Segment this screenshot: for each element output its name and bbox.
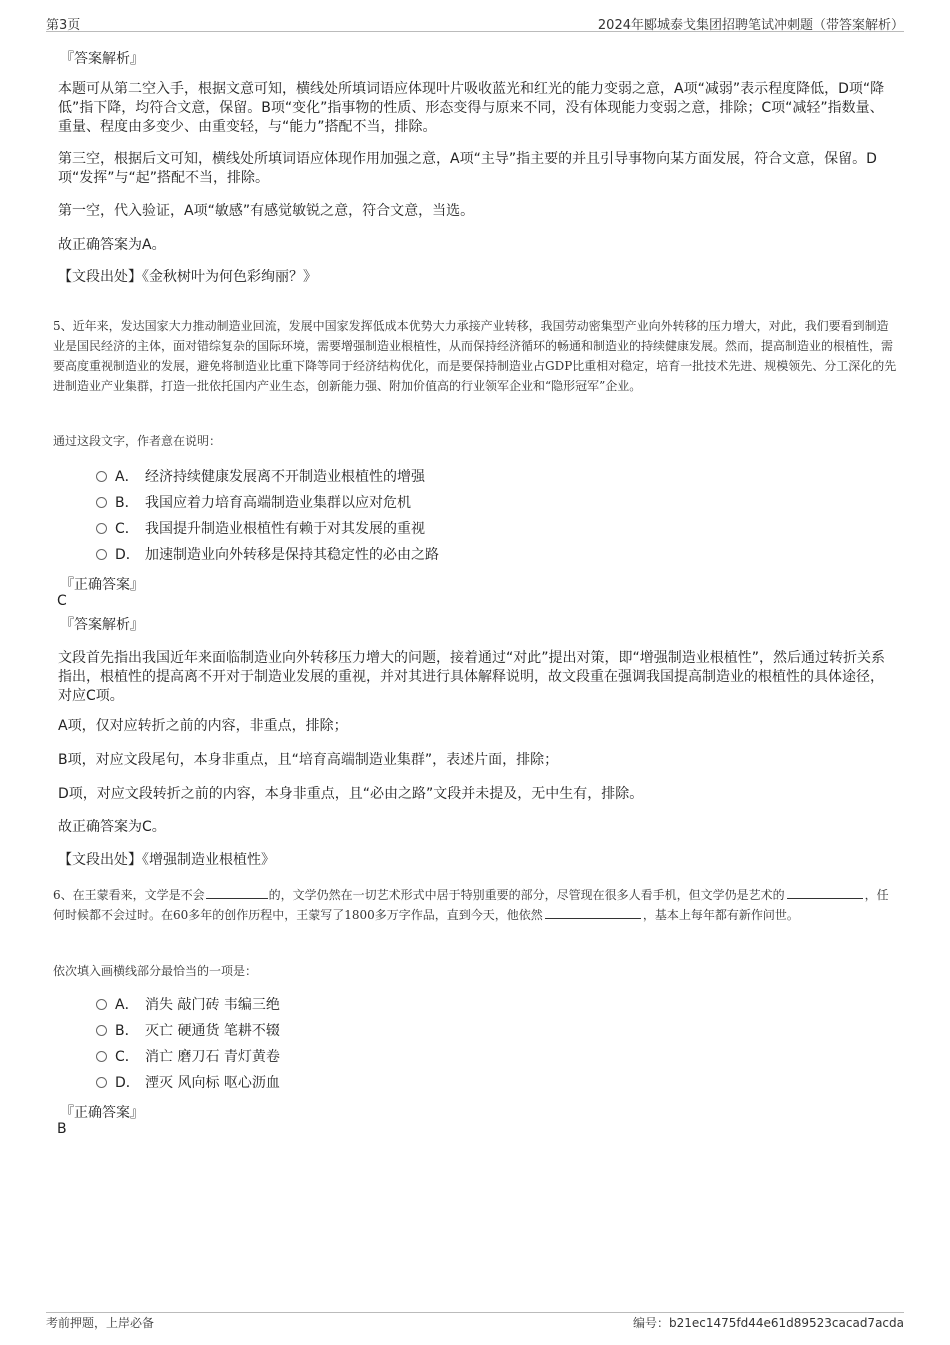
q5-correct-answer: C [57,593,67,609]
fill-blank-1 [206,886,268,899]
q6-correct-label: 『正确答案』 [60,1105,144,1121]
radio-icon[interactable] [96,1077,107,1088]
fill-blank-2 [787,886,863,899]
q6-prompt: 依次填入画横线部分最恰当的一项是： [53,964,258,978]
document-title: 2024年郾城泰戈集团招聘笔试冲刺题（带答案解析） [597,18,904,33]
radio-icon[interactable] [96,549,107,560]
q5-analysis-paragraph: A项，仅对应转折之前的内容，非重点，排除； [58,718,348,734]
radio-icon[interactable] [96,999,107,1010]
q4-analysis-paragraph: 第三空，根据后文可知，横线处所填词语应体现作用加强之意，A项“主导”指主要的并且引导事物向某方面发展，符合文意，保留。D项“发挥”与“起”搭配不当，排除。 [58,151,877,186]
q6-option-a[interactable]: A． 消失 敲门砖 韦编三绝 [96,995,280,1015]
q6-correct-answer: B [57,1121,67,1137]
radio-icon[interactable] [96,471,107,482]
q5-source: 【文段出处】《增强制造业根植性》 [58,852,275,868]
q5-prompt: 通过这段文字，作者意在说明： [53,434,222,448]
page-number: 第3页 [46,18,81,33]
document-serial: 编号：b21ec1475fd44e61d89523cacad7acda [632,1316,904,1330]
header-divider [46,31,904,32]
q5-option-a[interactable]: A． 经济持续健康发展离不开制造业根植性的增强 [96,467,425,487]
q5-analysis-paragraph: D项，对应文段转折之前的内容，本身非重点，且“必由之路”文段并未提及，无中生有，排除。 [58,786,644,802]
radio-icon[interactable] [96,523,107,534]
q4-analysis-paragraph: 第一空，代入验证，A项“敏感”有感觉敏锐之意，符合文意，当选。 [58,203,475,219]
footer-slogan: 考前押题，上岸必备 [46,1316,155,1330]
q6-option-d[interactable]: D． 湮灭 风向标 呕心沥血 [96,1073,280,1093]
q6-stem: 6、在王蒙看来，文学是不会 的，文学仍然在一切艺术形式中居于特别重要的部分，尽管现在很多人看手机，但文学仍是艺术的 ，任何时候都不会过时。在60多年的创作历程中，王蒙写了1800多万字作品，直到今天，他依然 ，基本上每年都有新作问世。 [53,888,889,922]
q6-option-c[interactable]: C． 消亡 磨刀石 青灯黄卷 [96,1047,280,1067]
q5-analysis-paragraph: 文段首先指出我国近年来面临制造业向外转移压力增大的问题，接着通过“对此”提出对策，即“增强制造业根植性”，然后通过转折关系指出，根植性的提高离不开对于制造业发展的重视，并对其进行具体解释说明，故文段重在强调我国提高制造业的根植性的具体途径，对应C项。 [58,650,886,704]
q5-answer-line: 故正确答案为C。 [58,819,166,835]
q4-answer-line: 故正确答案为A。 [58,237,166,253]
q4-analysis-title: 『答案解析』 [60,51,144,67]
footer-divider [46,1312,904,1313]
radio-icon[interactable] [96,1051,107,1062]
q5-analysis-title: 『答案解析』 [60,617,144,633]
q4-analysis-paragraph: 本题可从第二空入手，根据文意可知，横线处所填词语应体现叶片吸收蓝光和红光的能力变弱之意，A项“减弱”表示程度降低，D项“降低”指下降，均符合文意，保留。B项“变化”指事物的性质、形态变得与原来不同，没有体现能力变弱之意，排除；C项“减轻”指数量、重量、程度由多变少、由重变轻，与“能力”搭配不当，排除。 [58,81,885,135]
q5-stem: 5、近年来，发达国家大力推动制造业回流，发展中国家发挥低成本优势大力承接产业转移，我国劳动密集型产业向外转移的压力增大，对此，我们要看到制造业是国民经济的主体，面对错综复杂的国际环境，需要增强制造业根植性，从而保持经济循环的畅通和制造业的持续健康发展。然而，提高制造业的根植性，需要高度重视制造业的发展，避免将制造业比重下降等同于经济结构优化，而是要保持制造业占GDP比重相对稳定，培育一批技术先进、规模领先、分工深化的先进制造业产业集群，打造一批依托国内产业生态，创新能力强、附加价值高的行业领军企业和“隐形冠军”企业。 [53,319,897,393]
fill-blank-3 [545,906,641,919]
q4-source: 【文段出处】《金秋树叶为何色彩绚丽？》 [58,269,317,285]
q5-analysis-paragraph: B项，对应文段尾句，本身非重点，且“培育高端制造业集群”，表述片面，排除； [58,752,559,768]
q5-option-b[interactable]: B． 我国应着力培育高端制造业集群以应对危机 [96,493,411,513]
q5-correct-label: 『正确答案』 [60,577,144,593]
radio-icon[interactable] [96,1025,107,1036]
radio-icon[interactable] [96,497,107,508]
q5-option-d[interactable]: D． 加速制造业向外转移是保持其稳定性的必由之路 [96,545,439,565]
q6-option-b[interactable]: B． 灭亡 硬通货 笔耕不辍 [96,1021,280,1041]
q5-option-c[interactable]: C． 我国提升制造业根植性有赖于对其发展的重视 [96,519,425,539]
